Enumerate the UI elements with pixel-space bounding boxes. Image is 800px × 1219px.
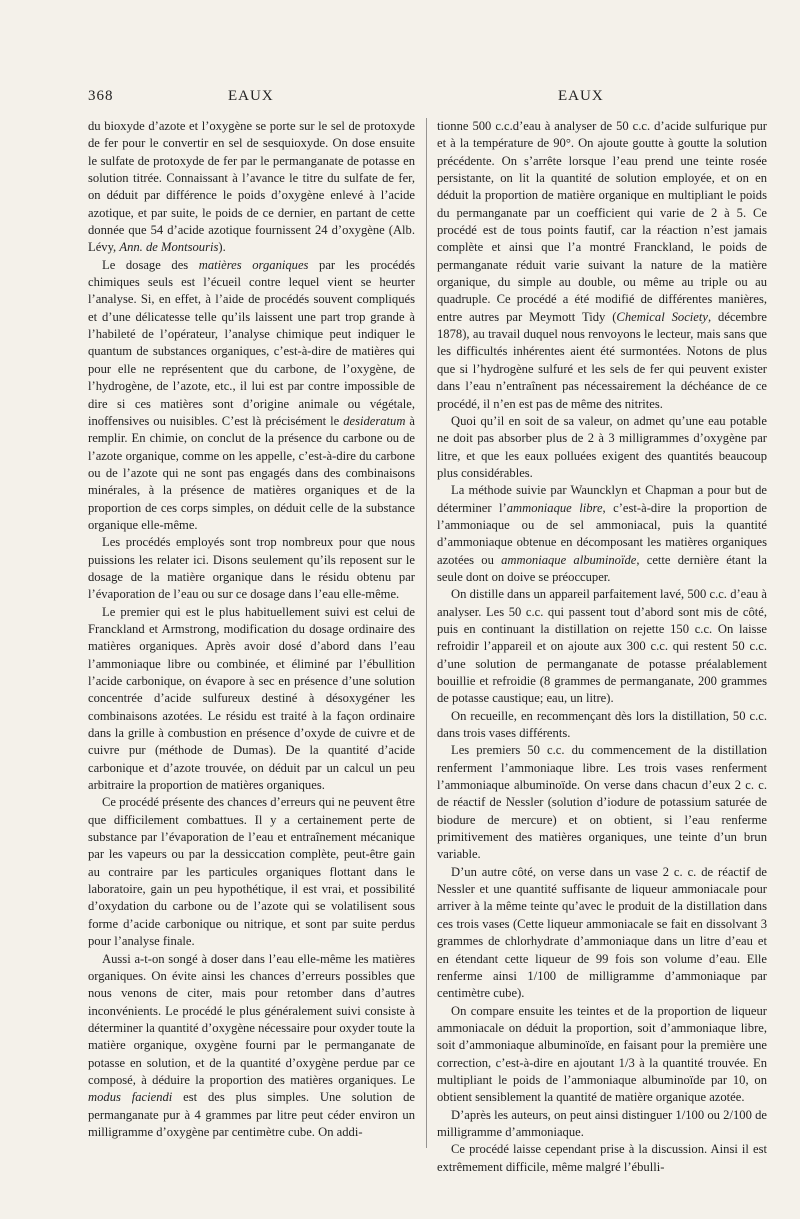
- paragraph: Les premiers 50 c.c. du commencement de la distillation renferment l’ammoniaque libre. Les trois vases renferment l’ammoniaque albuminoïde. On verse dans chacun d’eux 2 c. c. de réactif de Nessler (solution d’iodure de potassium saturée de biodure de mercure) et on obtient, si l’eau renferme primitivement des matières organiques, une teinte d’un brun variable.: [437, 743, 767, 862]
- paragraph: Ce procédé laisse cependant prise à la discussion. Ainsi il est extrêmement difficile, même malgré l’ébulli-: [437, 1142, 767, 1174]
- paragraph: On recueille, en recommençant dès lors la distillation, 50 c.c. dans trois vases différents.: [437, 708, 767, 741]
- left-column: [88, 118, 415, 1166]
- paragraph: Quoi qu’il en soit de sa valeur, on admet qu’une eau potable ne doit pas absorber plus de 2 à 3 milligrammes d’oxygène par litre, et que les eaux polluées exigent des quantités beaucoup plus considérables.: [437, 413, 767, 480]
- column-divider: [426, 118, 427, 1148]
- left-running-title: EAUX: [228, 88, 274, 104]
- running-header: [0, 88, 800, 112]
- paragraph: Ce procédé présente des chances d’erreurs qui ne peuvent être que difficilement combattues. Il y a certainement perte de substance par l’évaporation de l’eau et entraînement mécanique par les vapeurs ou par la dessiccation complète, peut-être gain au contraire par les particules organiques flottant dans le laboratoire, gain un peu hypothétique, il est vrai, et possibilité d’oxydation du carbone ou de l’azote qui se volatilisent sous forme d’acide carbonique ou nitrique, et sont par suite perdus pour l’analyse finale.: [88, 795, 415, 949]
- paragraph: D’après les auteurs, on peut ainsi distinguer 1/100 ou 2/100 de milligramme d’ammoniaque.: [437, 1107, 767, 1139]
- paragraph: tionne 500 c.c.d’eau à analyser de 50 c.c. d’acide sulfurique pur et à la température de 90°. On ajoute goutte à goutte la solution précédente. On s’arrête lorsque l’eau prend une teinte rosée persistante, on lit la quantité de solution employée, et on en déduit la proportion de matière organique en multipliant le poids du permanganate par un coefficient qui varie de 2 à 5. Ce procédé est de tous points fautif, car la réaction n’est jamais complète et ainsi que l’a montré Franckland, le poids de permanganate réduit varie suivant la nature de la matière organique, du simple au double, ou même au triple ou au quadruple. Ce procédé a été modifié de différentes manières, entre autres par Meymott Tidy (Chemical Society, décembre 1878), au travail duquel nous renvoyons le lecteur, mais sans que les difficultés inhérentes aient été surmontées. Notons de plus que si l’hydrogène sulfuré et les sels de fer qui peuvent exister dans l’eau n’entraînent pas nécessairement la déchéance de ce procédé, il n’en est pas de même des nitrites.: [437, 119, 767, 411]
- page-number: 368: [88, 88, 114, 104]
- paragraph: du bioxyde d’azote et l’oxygène se porte sur le sel de protoxyde de fer pour le convertir en sel de sesquioxyde. On dose ensuite le sulfate de protoxyde de fer par le permanganate de potasse en solution titrée. Connaissant à l’avance le titre du sulfate de fer, on déduit par différence le poids d’oxygène enlevé à l’acide azotique, et par suite, le poids de ce dernier, en partant de cette donnée que 54 d’acide azotique fournissent 24 d’oxygène (Alb. Lévy, Ann. de Montsouris).: [88, 119, 415, 255]
- paragraph: D’un autre côté, on verse dans un vase 2 c. c. de réactif de Nessler et une quantité suffisante de liqueur ammoniacale pour arriver à la même teinte qu’avec le produit de la distillation dans ces trois vases (Cette liqueur ammoniacale se fait en dissolvant 3 grammes de chlorhydrate d’ammoniaque dans un litre d’eau et en étendant cette liqueur de 99 fois son volume d’eau. Elle renferme ainsi 1/100 de milligramme d’ammoniaque par centimètre cube).: [437, 864, 767, 1001]
- paragraph: Les procédés employés sont trop nombreux pour que nous puissions les relater ici. Disons seulement qu’ils reposent sur le dosage de la matière organique dans le résidu obtenu par l’évaporation de l’eau ou sur ce dosage dans l’eau elle-même.: [88, 535, 415, 602]
- paragraph: On distille dans un appareil parfaitement lavé, 500 c.c. d’eau à analyser. Les 50 c.c. qui passent tout d’abord sont mis de côté, puis en continuant la distillation on rejette 150 c.c. On laisse refroidir l’appareil et on ajoute aux 300 c.c. qui restent 50 c.c. d’une solution de permanganate de potasse préalablement bouillie et refroidie (8 grammes de permanganate, 200 grammes de potasse caustique; eau, un litre).: [437, 587, 767, 706]
- right-running-title: EAUX: [558, 88, 604, 104]
- paragraph: Le premier qui est le plus habituellement suivi est celui de Franckland et Armstrong, modification du dosage ordinaire des matières organiques. Après avoir dosé d’abord dans l’eau l’ammoniaque libre ou combinée, et éliminé par l’ébullition l’acide carbonique, on évapore à sec en présence d’une solution concentrée d’acide sulfureux destiné à désoxygéner les combinaisons azotées. Le résidu est traité à la façon ordinaire dans la grille à combustion en présence d’oxyde de cuivre et de cuivre pur (méthode de Dumas). De la quantité d’acide carbonique et d’azote trouvée, on déduit par un calcul un peu arbitraire la proportion de matières organiques.: [88, 604, 415, 793]
- right-column: [437, 118, 768, 1174]
- paragraph: On compare ensuite les teintes et de la proportion de liqueur ammoniacale on déduit la proportion, soit d’ammoniaque libre, soit d’ammoniaque albuminoïde, en faisant pour la première une correction, c’est-à-dire en ajoutant 1/3 à la quantité trouvée. En multipliant le poids de l’ammoniaque albuminoïde par 10, on obtient sensiblement la quantité de matière organique azotée.: [437, 1003, 767, 1105]
- paragraph: La méthode suivie par Wauncklyn et Chapman a pour but de déterminer l’ammoniaque libre, c’est-à-dire la proportion de l’ammoniaque ou de sel ammoniacal, puis la quantité d’ammoniaque obtenue en décomposant les matières organiques azotées ou ammoniaque albuminoïde, cette dernière étant la seule dont on doive se préoccuper.: [437, 483, 768, 584]
- paragraph: Le dosage des matières organiques par les procédés chimiques seuls est l’écueil contre lequel vient se heurter l’analyse. Si, en effet, à l’aide de procédés souvent compliqués et d’une délicatesse telle qu’ils laissent une part trop grande à l’habileté de l’opérateur, l’analyse chimique peut indiquer le quantum de substances organiques, c’est-à-dire de matières qui pour elle ne représentent que du carbone, de l’oxygène, de l’hydrogène, de l’azote, etc., il lui est par contre impossible de dire si ces matières sont d’origine animale ou végétale, inoffensives ou nuisibles. C’est là précisément le desideratum à remplir. En chimie, on conclut de la présence du carbone ou de l’azote organique, comme on les appelle, c’est-à-dire du carbone ou de l’azote qui ne sont pas engagés dans des combinaisons minérales, à la présence de matières organiques et de la proportion de ces corps simples, on déduit celle de la substance organique elle-même.: [88, 257, 416, 532]
- paragraph: Aussi a-t-on songé à doser dans l’eau elle-même les matières organiques. On évite ainsi les chances d’erreurs possibles que nous venons de citer, mais pour retomber dans d’autres inconvénients. Le procédé le plus généralement suivi consiste à déterminer la quantité d’oxygène nécessaire pour oxyder toute la matière organique, oxygène fourni par le permanganate de potasse en solution, et de la quantité d’oxygène perdue par ce composé, à déduire la proportion des matières organiques. Le modus faciendi est des plus simples. Une solution de permanganate pur à 4 grammes par litre peut céder environ un milligramme d’oxygène par centimètre cube. On addi-: [88, 951, 415, 1139]
